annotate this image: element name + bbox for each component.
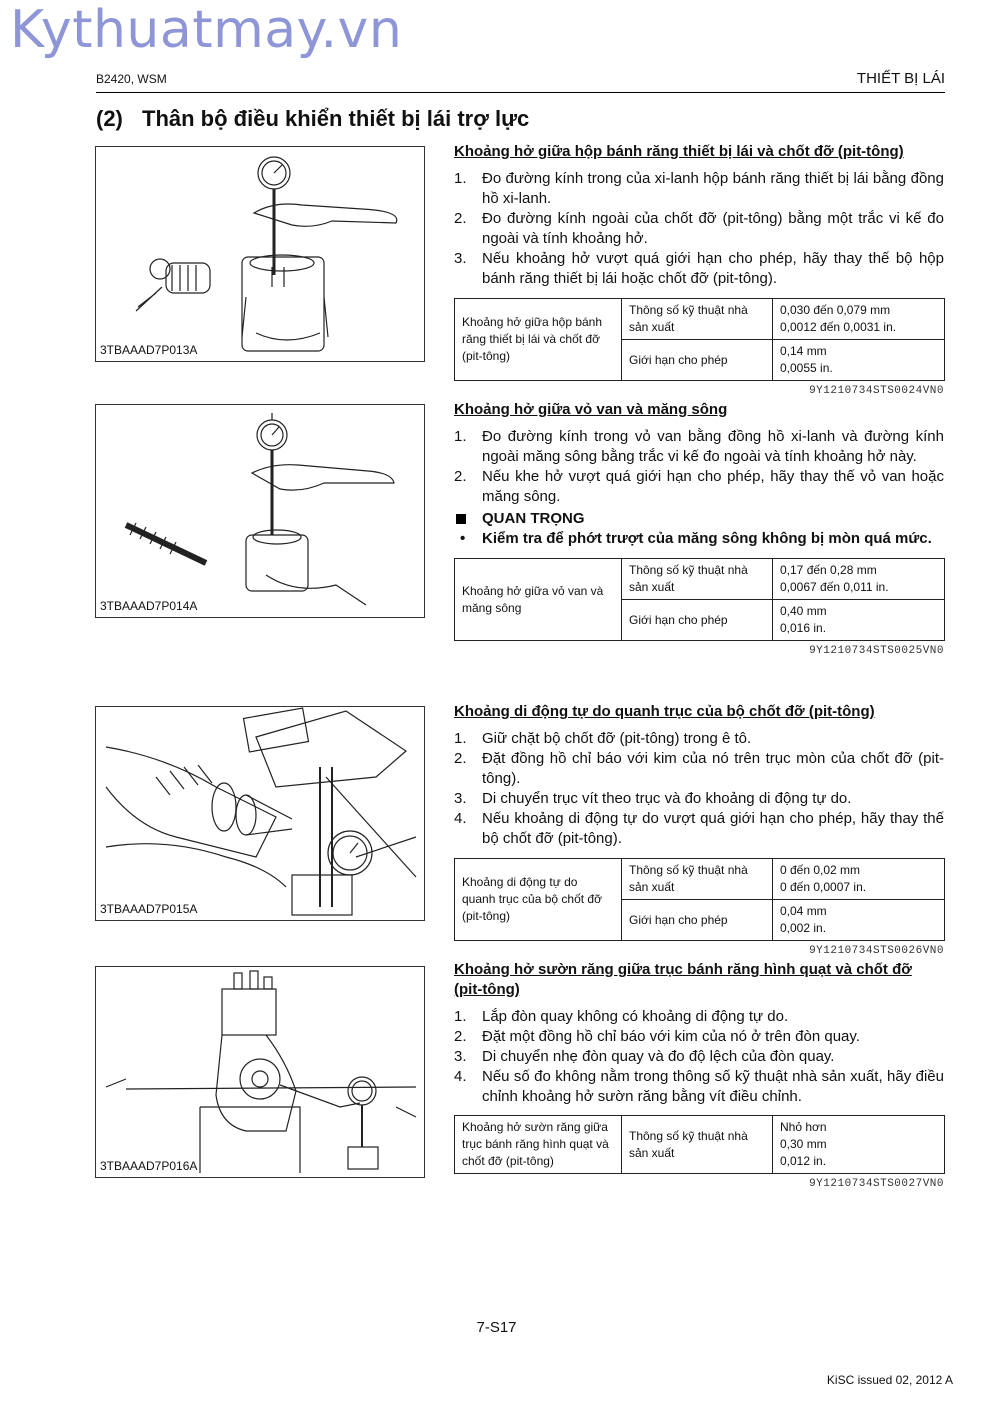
block-3-title: Khoảng di động tự do quanh trục của bộ chốt đỡ (pit-tông) xyxy=(454,703,875,720)
spec-item: Khoảng di động tự do quanh trục của bộ chốt đỡ (pit-tông) xyxy=(455,859,622,941)
spec-value: 0,030 đến 0,079 mm 0,0012 đến 0,0031 in. xyxy=(773,299,945,340)
step: 3. Di chuyển trục vít theo trục và đo khoảng di động tự do. xyxy=(454,790,852,807)
issue-note: KiSC issued 02, 2012 A xyxy=(826,1373,953,1387)
spec-label: Thông số kỹ thuật nhà sản xuất xyxy=(622,299,773,340)
block-4-steps xyxy=(454,1007,944,1107)
clearance-block-1 xyxy=(454,142,944,397)
spec-item: Khoảng hở giữa vỏ van và măng sông xyxy=(455,559,622,641)
limit-label: Giới hạn cho phép xyxy=(622,900,773,941)
vise-dial-indicator-illustration xyxy=(96,707,424,920)
spec-table-1 xyxy=(454,298,945,381)
spec-value: 0,17 đến 0,28 mm 0,0067 đến 0,011 in. xyxy=(773,559,945,600)
block-1-title: Khoảng hở giữa hộp bánh răng thiết bị lái và chốt đỡ (pit-tông) xyxy=(454,143,904,160)
figure-1 xyxy=(95,146,425,362)
spec-table-4 xyxy=(454,1115,945,1174)
step: 1. Đo đường kính trong của xi-lanh hộp bánh răng thiết bị lái bằng đồng hồ xi-lanh. xyxy=(454,170,944,207)
section-title xyxy=(96,106,529,132)
header-rule xyxy=(96,92,945,93)
figure-4-label: 3TBAAAD7P016A xyxy=(100,1159,198,1173)
header-model: B2420, WSM xyxy=(96,72,167,86)
spec-label: Thông số kỹ thuật nhà sản xuất xyxy=(622,559,773,600)
spec-table-2 xyxy=(454,558,945,641)
watermark: Kythuatmay.vn xyxy=(10,0,403,60)
clearance-block-2 xyxy=(454,400,944,657)
block-2-title: Khoảng hở giữa vỏ van và măng sông xyxy=(454,401,728,418)
section-number: (2) xyxy=(96,106,123,131)
step: 4. Nếu khoảng di động tự do vượt quá giới hạn cho phép, hãy thay thế bộ chốt đỡ (pit-tông). xyxy=(454,810,944,847)
important-bullet: • Kiểm tra để phớt trượt của măng sông không bị mòn quá mức. xyxy=(460,530,932,547)
header-chapter: THIẾT BỊ LÁI xyxy=(856,70,945,87)
doc-code: 9Y1210734STS0024VN0 xyxy=(809,385,944,397)
step: 2. Đặt một đồng hồ chỉ báo với kim của nó ở trên đòn quay. xyxy=(454,1028,860,1045)
step: 2. Đo đường kính ngoài của chốt đỡ (pit-tông) bằng một trắc vi kế đo ngoài và tính khoảng hở. xyxy=(454,210,944,247)
figure-2-label: 3TBAAAD7P014A xyxy=(100,599,198,613)
figure-1-label: 3TBAAAD7P013A xyxy=(100,343,198,357)
block-4-title: Khoảng hở sườn răng giữa trục bánh răng hình quạt và chốt đỡ (pit-tông) xyxy=(454,961,912,998)
doc-code: 9Y1210734STS0027VN0 xyxy=(809,1178,944,1190)
doc-code: 9Y1210734STS0025VN0 xyxy=(809,645,944,657)
block-1-steps xyxy=(454,169,944,289)
block-2-steps xyxy=(454,427,944,507)
section-title-text: Thân bộ điều khiển thiết bị lái trợ lực xyxy=(142,106,530,131)
limit-label: Giới hạn cho phép xyxy=(622,600,773,641)
figure-2 xyxy=(95,404,425,618)
spec-label: Thông số kỹ thuật nhà sản xuất xyxy=(622,859,773,900)
spec-value: 0 đến 0,02 mm 0 đến 0,0007 in. xyxy=(773,859,945,900)
important-heading: QUAN TRỌNG xyxy=(454,509,944,529)
limit-value: 0,04 mm 0,002 in. xyxy=(773,900,945,941)
step: 2. Đặt đồng hồ chỉ báo với kim của nó trên trục mòn của chốt đỡ (pit-tông). xyxy=(454,750,944,787)
valve-housing-gauge-illustration xyxy=(96,405,424,617)
sector-shaft-indicator-illustration xyxy=(96,967,424,1177)
step: 3. Nếu khoảng hở vượt quá giới hạn cho phép, hãy thay thế bộ hộp bánh răng thiết bị lái hoặc chốt đỡ (pit-tông). xyxy=(454,250,944,287)
limit-label: Giới hạn cho phép xyxy=(622,340,773,381)
figure-3-label: 3TBAAAD7P015A xyxy=(100,902,198,916)
page-number: 7-S17 xyxy=(476,1319,517,1336)
limit-value: 0,14 mm 0,0055 in. xyxy=(773,340,945,381)
cylinder-gauge-illustration xyxy=(96,147,424,361)
doc-code: 9Y1210734STS0026VN0 xyxy=(809,945,944,957)
step: 4. Nếu số đo không nằm trong thông số kỹ thuật nhà sản xuất, hãy điều chỉnh khoảng hở sườn răng bằng vít điều chỉnh. xyxy=(454,1068,944,1105)
step: 1. Lắp đòn quay không có khoảng di động tự do. xyxy=(454,1008,789,1025)
spec-label: Thông số kỹ thuật nhà sản xuất xyxy=(622,1116,773,1174)
limit-value: 0,40 mm 0,016 in. xyxy=(773,600,945,641)
clearance-block-4 xyxy=(454,960,944,1190)
step: 1. Đo đường kính trong vỏ van bằng đồng hồ xi-lanh và đường kính ngoài măng sông bằng trắc vi kế đo ngoài và tính khoảng hở này. xyxy=(454,428,944,465)
spec-value: Nhỏ hơn 0,30 mm 0,012 in. xyxy=(773,1116,945,1174)
step: 3. Di chuyển nhẹ đòn quay và đo độ lệch của đòn quay. xyxy=(454,1048,835,1065)
important-square-icon xyxy=(456,514,466,524)
spec-table-3 xyxy=(454,858,945,941)
figure-4 xyxy=(95,966,425,1178)
figure-3 xyxy=(95,706,425,921)
block-3-steps xyxy=(454,729,944,849)
spec-item: Khoảng hở sườn răng giữa trục bánh răng hình quạt và chốt đỡ (pit-tông) xyxy=(455,1116,622,1174)
step: 1. Giữ chặt bộ chốt đỡ (pit-tông) trong ê tô. xyxy=(454,730,752,747)
spec-item: Khoảng hở giữa hộp bánh răng thiết bị lái và chốt đỡ (pit-tông) xyxy=(455,299,622,381)
step: 2. Nếu khe hở vượt quá giới hạn cho phép, hãy thay thế vỏ van hoặc măng sông. xyxy=(454,468,944,505)
clearance-block-3 xyxy=(454,702,944,957)
